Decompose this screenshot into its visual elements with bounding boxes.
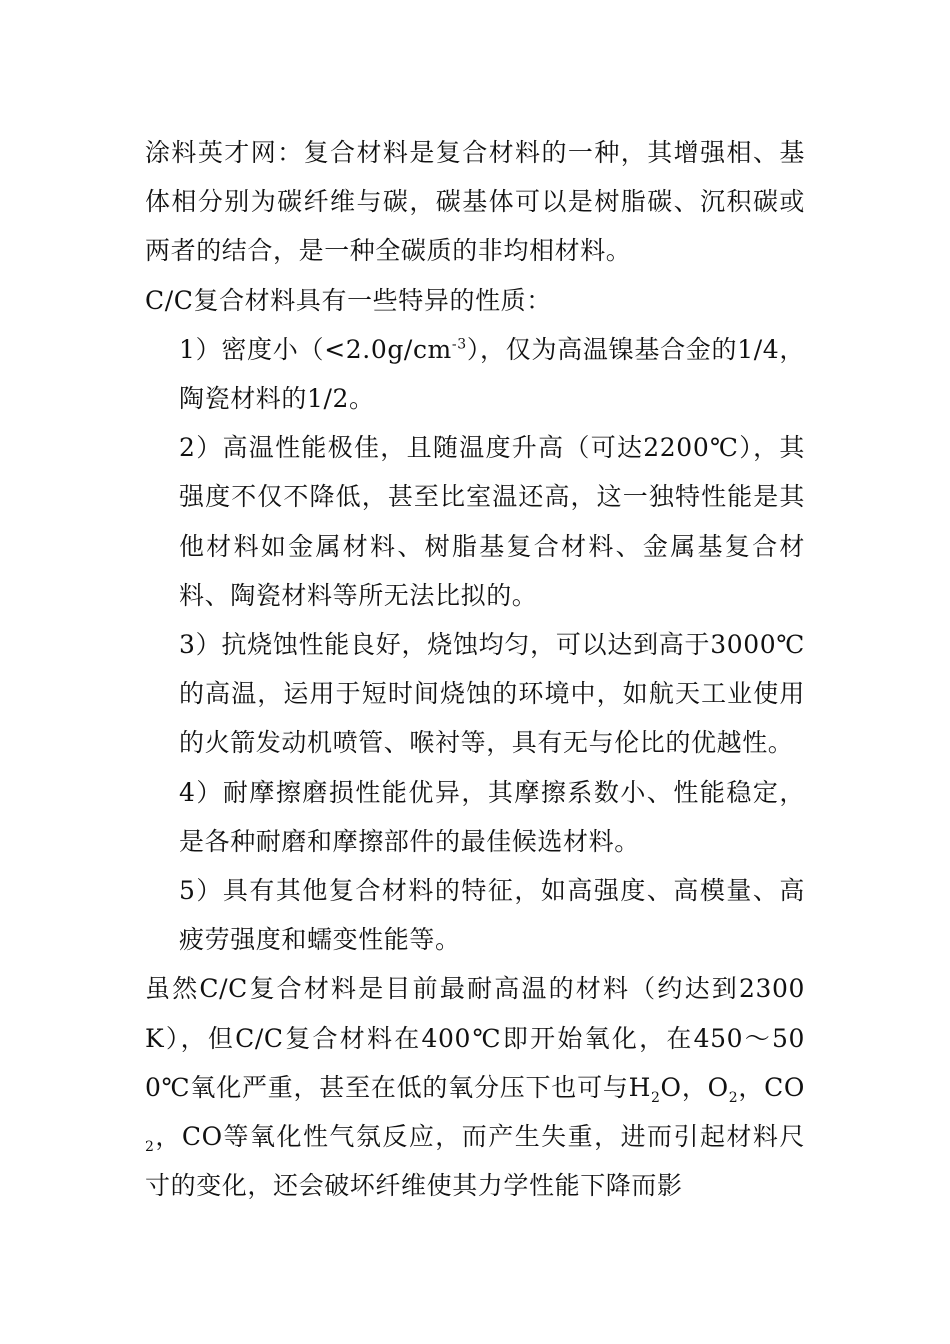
property-item-1-text-a: 1）密度小（<2.0g/cm (179, 334, 452, 364)
properties-heading: C/C复合材料具有一些特异的性质： (145, 285, 552, 315)
property-item-2: 2）高温性能极佳，且随温度升高（可达2200℃），其强度不仅不降低，甚至比室温还高，这一独特性能是其他材料如金属材料、树脂基复合材料、金属基复合材料、陶瓷材料等所无法比拟的。 (179, 433, 805, 610)
property-item-3: 3）抗烧蚀性能良好，烧蚀均匀，可以达到高于3000℃的高温，运用于短时间烧蚀的环境中，如航天工业使用的火箭发动机喷管、喉衬等，具有无与伦比的优越性。 (179, 630, 805, 758)
subscript-2-b: 2 (728, 1089, 739, 1106)
oxidation-text-4: ，CO等氧化性气氛反应，而产生失重，进而引起材料尺寸的变化，还会破坏纤维使其力学性能下降而影 (145, 1122, 805, 1201)
superscript-minus-3: -3 (451, 336, 467, 353)
intro-paragraph: 涂料英才网：复合材料是复合材料的一种，其增强相、基体相分别为碳纤维与碳，碳基体可以是树脂碳、沉积碳或两者的结合，是一种全碳质的非均相材料。 (145, 138, 805, 266)
oxidation-paragraph (145, 964, 805, 1210)
oxidation-text-2: O，O (660, 1072, 729, 1102)
property-item-4: 4）耐摩擦磨损性能优异，其摩擦系数小、性能稳定，是各种耐磨和摩擦部件的最佳候选材料。 (179, 777, 805, 856)
property-item-1-text-b: ），仅为高温镍基合金的1/4，陶瓷材料的1/2。 (179, 334, 805, 414)
subscript-2-c: 2 (145, 1139, 155, 1156)
subscript-2-a: 2 (651, 1089, 661, 1106)
oxidation-text-1: 虽然C/C复合材料是目前最耐高温的材料（约达到2300K），但C/C复合材料在400℃即开始氧化，在450～500℃氧化严重，甚至在低的氧分压下也可与H (145, 974, 805, 1102)
property-item-5: 5）具有其他复合材料的特征，如高强度、高模量、高疲劳强度和蠕变性能等。 (179, 876, 805, 955)
oxidation-text-3: ，CO (738, 1072, 805, 1102)
property-item-1 (145, 325, 805, 423)
properties-list (145, 325, 805, 965)
document-body (145, 128, 805, 1210)
